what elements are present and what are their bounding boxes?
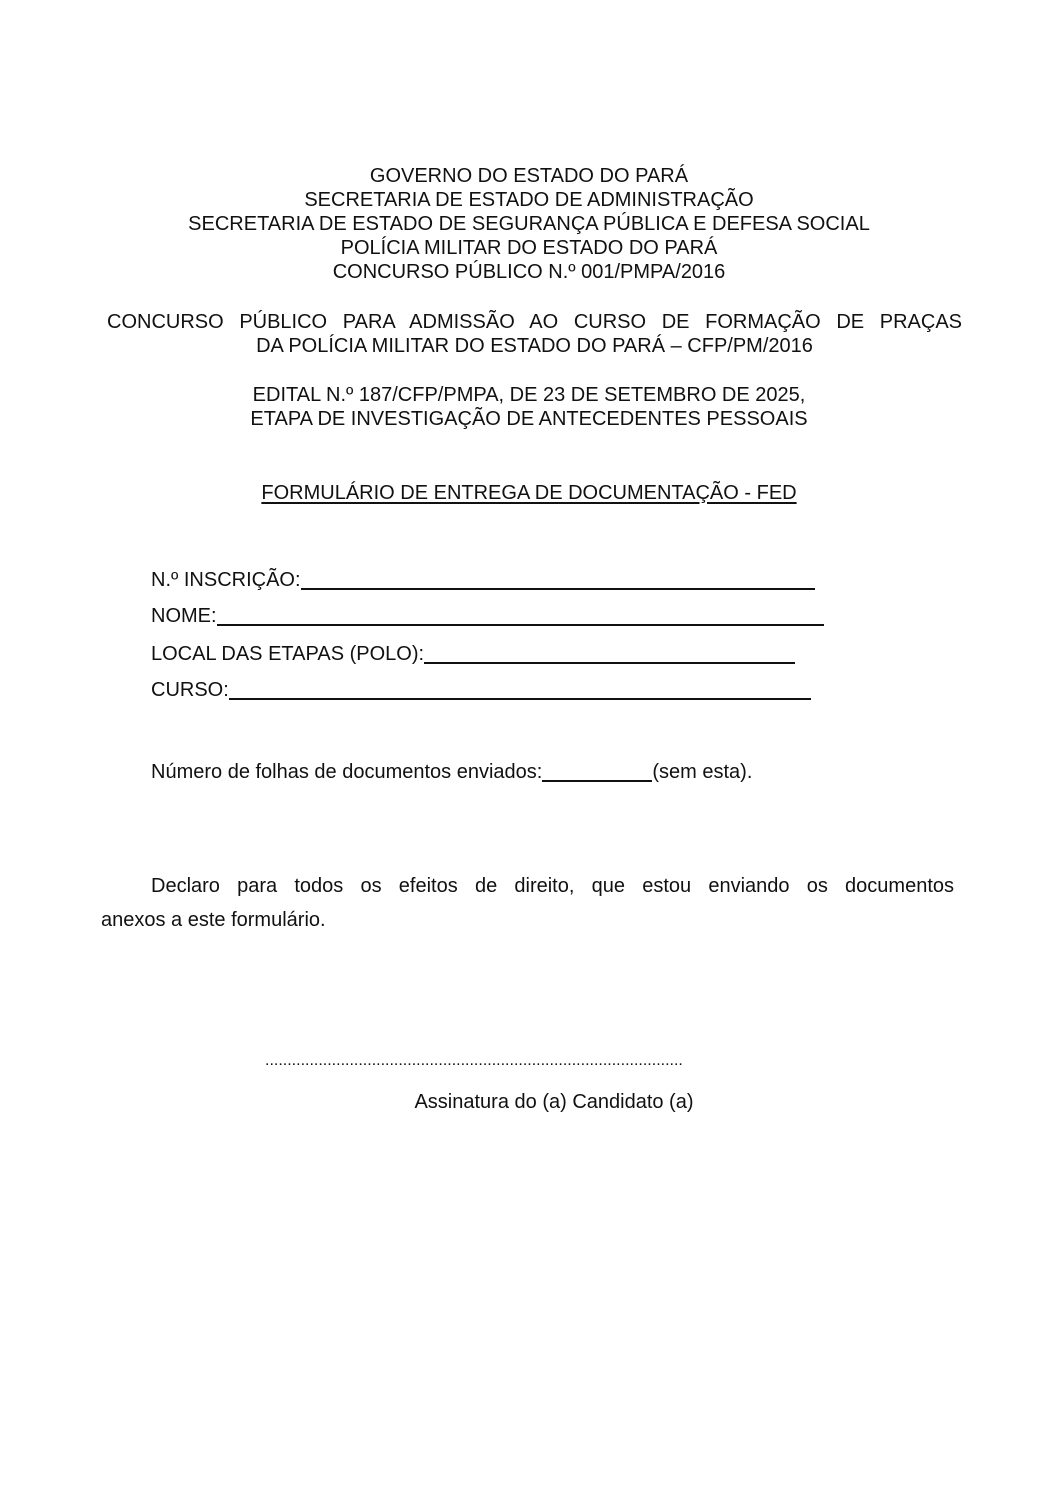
field-nome-input[interactable] [217, 602, 824, 626]
declaration-line-2: anexos a este formulário. [101, 909, 326, 931]
header-line-secretaria-administracao: SECRETARIA DE ESTADO DE ADMINISTRAÇÃO [304, 189, 754, 211]
edital-line-2: ETAPA DE INVESTIGAÇÃO DE ANTECEDENTES PESSOAIS [250, 408, 808, 430]
field-local-input[interactable] [424, 640, 795, 664]
contest-title [107, 310, 962, 358]
field-folhas-suffix: (sem esta). [652, 761, 753, 783]
field-curso [151, 676, 811, 702]
contest-title-line-1: CONCURSO PÚBLICO PARA ADMISSÃO AO CURSO DE FORMAÇÃO DE PRAÇAS [107, 311, 962, 333]
edital-line-1: EDITAL N.º 187/CFP/PMPA, DE 23 DE SETEMBRO DE 2025, [252, 384, 806, 406]
field-folhas-label: Número de folhas de documentos enviados: [151, 761, 543, 783]
header-line-policia-militar: POLÍCIA MILITAR DO ESTADO DO PARÁ [340, 237, 718, 259]
field-inscricao-label: N.º INSCRIÇÃO: [151, 569, 301, 591]
field-curso-input[interactable] [229, 676, 811, 700]
field-nome-label: NOME: [151, 605, 217, 627]
signature-label: Assinatura do (a) Candidato (a) [414, 1091, 694, 1113]
field-inscricao [151, 566, 815, 592]
form-title-text: FORMULÁRIO DE ENTREGA DE DOCUMENTAÇÃO - FED [261, 482, 797, 504]
header-line-concurso: CONCURSO PÚBLICO N.º 001/PMPA/2016 [332, 261, 726, 283]
contest-title-line-2: DA POLÍCIA MILITAR DO ESTADO DO PARÁ – CFP/PM/2016 [256, 335, 813, 357]
signature-line[interactable]: .............................................................................................. [265, 1052, 683, 1069]
declaration-paragraph [101, 869, 954, 937]
field-inscricao-input[interactable] [301, 566, 815, 590]
header-line-secretaria-seguranca: SECRETARIA DE ESTADO DE SEGURANÇA PÚBLICA E DEFESA SOCIAL [188, 213, 870, 235]
field-folhas-input[interactable] [542, 758, 652, 782]
edital-block [0, 383, 1058, 431]
document-header [0, 164, 1058, 284]
field-local [151, 640, 795, 666]
field-folhas [151, 758, 752, 784]
field-curso-label: CURSO: [151, 679, 229, 701]
header-line-governo: GOVERNO DO ESTADO DO PARÁ [369, 165, 689, 187]
form-title [0, 481, 1058, 505]
declaration-line-1: Declaro para todos os efeitos de direito, que estou enviando os documentos [151, 875, 954, 897]
field-nome [151, 602, 824, 628]
field-local-label: LOCAL DAS ETAPAS (POLO): [151, 643, 425, 665]
